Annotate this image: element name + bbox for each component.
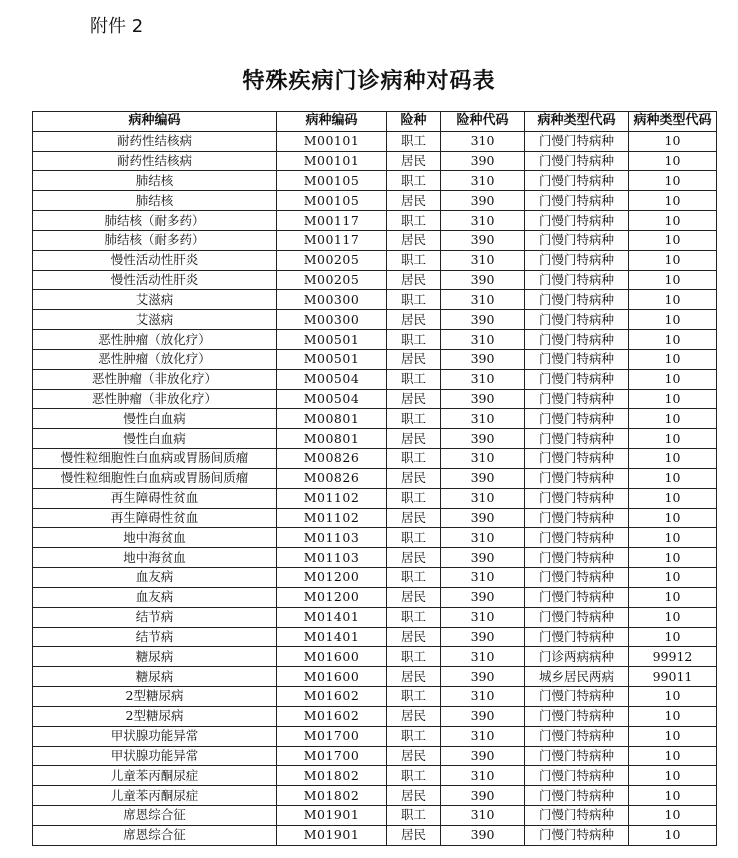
cell-insurance-code: 390 [441,310,525,330]
cell-insurance-code: 310 [441,488,525,508]
cell-disease-type-code: 10 [629,310,717,330]
cell-disease-name: 甲状腺功能异常 [33,746,277,766]
cell-disease-code: M00504 [277,369,387,389]
cell-insurance-type: 居民 [387,587,441,607]
cell-disease-type: 门慢门特病种 [525,786,629,806]
cell-insurance-code: 390 [441,191,525,211]
cell-disease-type: 门慢门特病种 [525,488,629,508]
cell-disease-type-code: 10 [629,766,717,786]
table-row [33,211,717,231]
cell-disease-code: M01200 [277,568,387,588]
cell-disease-code: M00117 [277,230,387,250]
table-row [33,409,717,429]
cell-disease-type-code: 99912 [629,647,717,667]
cell-insurance-code: 310 [441,568,525,588]
cell-disease-type-code: 10 [629,528,717,548]
cell-insurance-code: 310 [441,250,525,270]
cell-disease-code: M01602 [277,706,387,726]
cell-disease-code: M01103 [277,528,387,548]
cell-disease-name: 慢性粒细胞性白血病或胃肠间质瘤 [33,449,277,469]
cell-disease-type-code: 10 [629,449,717,469]
cell-disease-code: M00300 [277,310,387,330]
cell-disease-type-code: 10 [629,349,717,369]
cell-disease-name: 席恩综合征 [33,805,277,825]
cell-insurance-type: 职工 [387,171,441,191]
table-row [33,349,717,369]
cell-insurance-type: 职工 [387,290,441,310]
cell-disease-name: 血友病 [33,568,277,588]
header-disease-type-code: 病种类型代码 [629,112,717,132]
cell-insurance-type: 居民 [387,508,441,528]
cell-disease-code: M01802 [277,786,387,806]
cell-insurance-type: 职工 [387,607,441,627]
header-insurance-type: 险种 [387,112,441,132]
cell-disease-type: 门慢门特病种 [525,687,629,707]
cell-disease-type: 门慢门特病种 [525,706,629,726]
table-row [33,706,717,726]
cell-insurance-code: 310 [441,726,525,746]
cell-disease-code: M01901 [277,825,387,845]
cell-disease-type: 城乡居民两病 [525,667,629,687]
cell-insurance-code: 390 [441,270,525,290]
cell-insurance-code: 310 [441,449,525,469]
cell-insurance-code: 310 [441,647,525,667]
cell-disease-name: 儿童苯丙酮尿症 [33,766,277,786]
cell-insurance-code: 310 [441,131,525,151]
cell-disease-code: M00105 [277,191,387,211]
cell-insurance-type: 职工 [387,250,441,270]
cell-disease-code: M01602 [277,687,387,707]
cell-disease-type-code: 10 [629,488,717,508]
cell-insurance-code: 390 [441,508,525,528]
cell-disease-name: 2型糖尿病 [33,687,277,707]
cell-disease-code: M00504 [277,389,387,409]
table-row [33,389,717,409]
header-disease-name: 病种编码 [33,112,277,132]
cell-disease-code: M00801 [277,409,387,429]
cell-disease-type: 门慢门特病种 [525,805,629,825]
cell-insurance-code: 310 [441,528,525,548]
cell-insurance-type: 职工 [387,805,441,825]
cell-disease-type-code: 10 [629,409,717,429]
cell-disease-name: 糖尿病 [33,647,277,667]
cell-disease-name: 耐药性结核病 [33,131,277,151]
cell-disease-type: 门慢门特病种 [525,369,629,389]
cell-insurance-code: 390 [441,548,525,568]
cell-disease-type-code: 10 [629,389,717,409]
cell-insurance-code: 390 [441,627,525,647]
table-row [33,449,717,469]
table-row [33,191,717,211]
cell-insurance-type: 居民 [387,468,441,488]
cell-disease-type: 门慢门特病种 [525,191,629,211]
cell-insurance-type: 职工 [387,766,441,786]
table-row [33,270,717,290]
cell-disease-name: 恶性肿瘤（放化疗） [33,349,277,369]
table-row [33,548,717,568]
table-row [33,488,717,508]
cell-disease-code: M00117 [277,211,387,231]
cell-insurance-type: 职工 [387,647,441,667]
cell-disease-type-code: 10 [629,131,717,151]
cell-insurance-type: 居民 [387,548,441,568]
cell-insurance-type: 职工 [387,409,441,429]
table-row [33,429,717,449]
cell-disease-code: M00101 [277,131,387,151]
cell-disease-type: 门慢门特病种 [525,429,629,449]
table-row [33,587,717,607]
cell-insurance-code: 390 [441,389,525,409]
cell-disease-name: 再生障碍性贫血 [33,508,277,528]
cell-disease-code: M00826 [277,468,387,488]
cell-disease-code: M00501 [277,349,387,369]
header-disease-code: 病种编码 [277,112,387,132]
cell-disease-code: M01700 [277,726,387,746]
cell-disease-name: 地中海贫血 [33,548,277,568]
cell-disease-type-code: 10 [629,270,717,290]
cell-disease-type-code: 10 [629,607,717,627]
table-row [33,250,717,270]
cell-insurance-type: 职工 [387,211,441,231]
table-row [33,131,717,151]
cell-disease-name: 耐药性结核病 [33,151,277,171]
table-row [33,805,717,825]
cell-disease-type: 门慢门特病种 [525,310,629,330]
cell-insurance-code: 390 [441,349,525,369]
cell-disease-type-code: 10 [629,548,717,568]
cell-insurance-code: 310 [441,330,525,350]
cell-disease-type-code: 99011 [629,667,717,687]
cell-insurance-code: 310 [441,369,525,389]
cell-disease-type-code: 10 [629,211,717,231]
table-row [33,825,717,845]
cell-insurance-type: 居民 [387,786,441,806]
table-row [33,726,717,746]
cell-disease-type: 门慢门特病种 [525,568,629,588]
cell-disease-code: M01401 [277,627,387,647]
cell-insurance-code: 310 [441,171,525,191]
cell-disease-name: 再生障碍性贫血 [33,488,277,508]
cell-disease-code: M01102 [277,488,387,508]
cell-disease-name: 恶性肿瘤（非放化疗） [33,389,277,409]
cell-disease-code: M00826 [277,449,387,469]
cell-disease-type: 门慢门特病种 [525,449,629,469]
cell-insurance-type: 居民 [387,349,441,369]
cell-disease-name: 恶性肿瘤（非放化疗） [33,369,277,389]
cell-disease-name: 慢性白血病 [33,409,277,429]
cell-disease-type: 门慢门特病种 [525,151,629,171]
cell-disease-type-code: 10 [629,429,717,449]
cell-disease-name: 地中海贫血 [33,528,277,548]
cell-disease-name: 儿童苯丙酮尿症 [33,786,277,806]
cell-insurance-type: 居民 [387,706,441,726]
cell-insurance-code: 310 [441,211,525,231]
table-row [33,508,717,528]
table-row [33,627,717,647]
cell-disease-type: 门慢门特病种 [525,171,629,191]
cell-insurance-type: 职工 [387,528,441,548]
cell-disease-code: M00101 [277,151,387,171]
cell-disease-type: 门慢门特病种 [525,290,629,310]
cell-insurance-code: 390 [441,151,525,171]
cell-insurance-type: 居民 [387,429,441,449]
cell-disease-code: M00205 [277,250,387,270]
cell-insurance-type: 职工 [387,449,441,469]
attachment-label: 附件 2 [90,16,144,37]
cell-disease-type-code: 10 [629,805,717,825]
cell-disease-type-code: 10 [629,687,717,707]
cell-insurance-code: 390 [441,429,525,449]
cell-disease-type-code: 10 [629,706,717,726]
cell-disease-code: M00105 [277,171,387,191]
cell-disease-name: 慢性活动性肝炎 [33,270,277,290]
table-header-row [33,112,717,132]
cell-insurance-type: 居民 [387,389,441,409]
cell-disease-type: 门慢门特病种 [525,409,629,429]
disease-code-table [32,111,717,846]
cell-disease-type-code: 10 [629,171,717,191]
table-row [33,687,717,707]
cell-disease-type-code: 10 [629,568,717,588]
cell-disease-type-code: 10 [629,627,717,647]
cell-disease-code: M01700 [277,746,387,766]
cell-insurance-type: 居民 [387,667,441,687]
cell-disease-code: M00205 [277,270,387,290]
cell-insurance-code: 310 [441,607,525,627]
cell-insurance-code: 390 [441,825,525,845]
cell-disease-name: 肺结核（耐多药） [33,230,277,250]
table-row [33,290,717,310]
table-row [33,230,717,250]
cell-insurance-type: 职工 [387,131,441,151]
cell-disease-code: M01102 [277,508,387,528]
cell-disease-name: 艾滋病 [33,310,277,330]
cell-disease-code: M01600 [277,647,387,667]
table-row [33,310,717,330]
cell-disease-type-code: 10 [629,369,717,389]
cell-insurance-type: 居民 [387,270,441,290]
cell-disease-name: 慢性粒细胞性白血病或胃肠间质瘤 [33,468,277,488]
cell-disease-type-code: 10 [629,468,717,488]
cell-disease-type: 门慢门特病种 [525,131,629,151]
cell-insurance-type: 居民 [387,627,441,647]
cell-insurance-type: 职工 [387,488,441,508]
cell-insurance-code: 310 [441,409,525,429]
cell-disease-type-code: 10 [629,508,717,528]
table-row [33,667,717,687]
cell-disease-code: M01802 [277,766,387,786]
table-row [33,647,717,667]
cell-disease-type: 门慢门特病种 [525,211,629,231]
table-row [33,766,717,786]
cell-disease-type-code: 10 [629,151,717,171]
cell-insurance-code: 310 [441,290,525,310]
cell-insurance-code: 390 [441,468,525,488]
cell-insurance-code: 390 [441,667,525,687]
cell-disease-name: 肺结核 [33,171,277,191]
cell-insurance-code: 390 [441,786,525,806]
header-insurance-code: 险种代码 [441,112,525,132]
cell-disease-type: 门慢门特病种 [525,627,629,647]
cell-disease-name: 席恩综合征 [33,825,277,845]
cell-insurance-code: 310 [441,687,525,707]
cell-insurance-code: 310 [441,805,525,825]
cell-insurance-code: 310 [441,766,525,786]
cell-disease-code: M01600 [277,667,387,687]
cell-disease-type: 门慢门特病种 [525,250,629,270]
cell-disease-type-code: 10 [629,587,717,607]
cell-disease-name: 艾滋病 [33,290,277,310]
header-disease-type: 病种类型代码 [525,112,629,132]
cell-disease-type-code: 10 [629,230,717,250]
cell-disease-name: 甲状腺功能异常 [33,726,277,746]
cell-disease-type-code: 10 [629,825,717,845]
table-row [33,607,717,627]
cell-insurance-type: 居民 [387,746,441,766]
cell-insurance-type: 居民 [387,825,441,845]
table-row [33,746,717,766]
cell-disease-type-code: 10 [629,191,717,211]
cell-insurance-type: 居民 [387,230,441,250]
cell-insurance-type: 职工 [387,568,441,588]
cell-disease-name: 恶性肿瘤（放化疗） [33,330,277,350]
cell-disease-type: 门慢门特病种 [525,389,629,409]
cell-disease-type: 门诊两病病种 [525,647,629,667]
table-row [33,369,717,389]
cell-disease-name: 肺结核（耐多药） [33,211,277,231]
cell-disease-name: 糖尿病 [33,667,277,687]
cell-disease-code: M01401 [277,607,387,627]
cell-disease-name: 肺结核 [33,191,277,211]
cell-disease-code: M01103 [277,548,387,568]
cell-insurance-type: 居民 [387,151,441,171]
cell-insurance-type: 职工 [387,726,441,746]
cell-disease-type: 门慢门特病种 [525,270,629,290]
cell-disease-name: 结节病 [33,607,277,627]
cell-insurance-code: 390 [441,587,525,607]
cell-disease-type-code: 10 [629,786,717,806]
cell-disease-type: 门慢门特病种 [525,528,629,548]
cell-disease-type-code: 10 [629,746,717,766]
cell-disease-code: M01200 [277,587,387,607]
cell-disease-code: M01901 [277,805,387,825]
cell-insurance-type: 居民 [387,310,441,330]
cell-disease-name: 结节病 [33,627,277,647]
cell-disease-name: 血友病 [33,587,277,607]
table-row [33,468,717,488]
cell-disease-name: 慢性活动性肝炎 [33,250,277,270]
cell-disease-type-code: 10 [629,726,717,746]
cell-insurance-type: 职工 [387,369,441,389]
cell-insurance-type: 居民 [387,191,441,211]
cell-insurance-code: 390 [441,230,525,250]
cell-disease-type: 门慢门特病种 [525,825,629,845]
cell-disease-code: M00300 [277,290,387,310]
cell-insurance-type: 职工 [387,687,441,707]
cell-disease-name: 慢性白血病 [33,429,277,449]
cell-disease-type-code: 10 [629,250,717,270]
cell-disease-type: 门慢门特病种 [525,607,629,627]
cell-disease-type: 门慢门特病种 [525,230,629,250]
cell-disease-code: M00801 [277,429,387,449]
cell-disease-type-code: 10 [629,330,717,350]
table-row [33,171,717,191]
cell-disease-type: 门慢门特病种 [525,468,629,488]
cell-disease-type: 门慢门特病种 [525,587,629,607]
table-row [33,330,717,350]
cell-disease-type: 门慢门特病种 [525,746,629,766]
cell-disease-type: 门慢门特病种 [525,508,629,528]
table-row [33,528,717,548]
cell-disease-code: M00501 [277,330,387,350]
cell-disease-type: 门慢门特病种 [525,548,629,568]
cell-disease-type-code: 10 [629,290,717,310]
cell-disease-name: 2型糖尿病 [33,706,277,726]
cell-disease-type: 门慢门特病种 [525,726,629,746]
cell-insurance-code: 390 [441,706,525,726]
cell-disease-type: 门慢门特病种 [525,349,629,369]
cell-insurance-code: 390 [441,746,525,766]
table-row [33,786,717,806]
table-row [33,151,717,171]
cell-disease-type: 门慢门特病种 [525,330,629,350]
cell-insurance-type: 职工 [387,330,441,350]
table-row [33,568,717,588]
page-title: 特殊疾病门诊病种对码表 [242,68,496,94]
cell-disease-type: 门慢门特病种 [525,766,629,786]
